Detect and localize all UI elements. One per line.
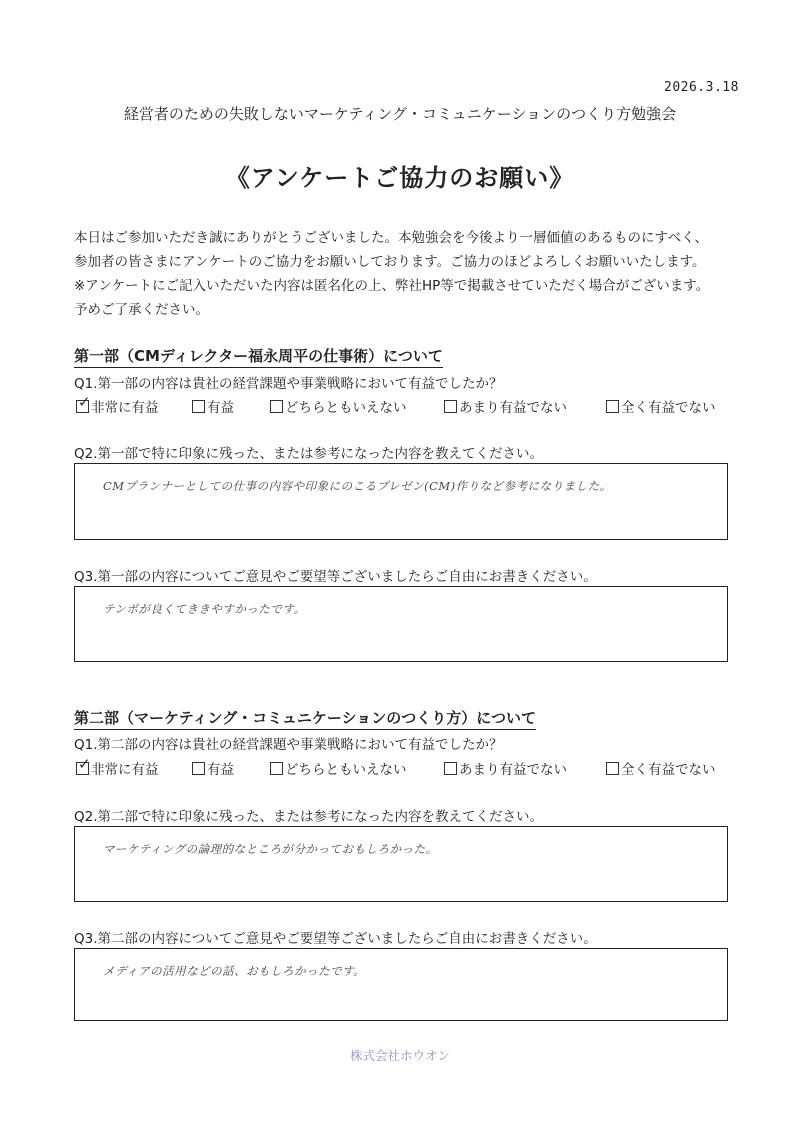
part1-heading: 第一部（CMディレクター福永周平の仕事術）について: [74, 345, 443, 368]
part2-q2-answer-box[interactable]: [74, 826, 728, 902]
option-not-useful[interactable]: 全く有益でない: [606, 758, 716, 778]
option-neutral[interactable]: どちらともいえない: [270, 758, 407, 778]
option-very-useful[interactable]: ✓非常に有益: [76, 758, 159, 778]
option-very-useful[interactable]: ✓非常に有益: [76, 396, 159, 416]
part2-q1: Q1.第二部の内容は貴社の経営課題や事業戦略において有益でしたか？: [74, 737, 503, 753]
part1-q2-answer-box[interactable]: [74, 463, 728, 540]
part1-q3-answer-box[interactable]: [74, 586, 728, 662]
option-not-very-useful[interactable]: あまり有益でない: [444, 396, 567, 416]
option-useful[interactable]: 有益: [192, 396, 234, 416]
handwritten-answer: テンポが良くてききやすかったです。: [103, 602, 306, 616]
option-useful[interactable]: 有益: [192, 758, 234, 778]
intro-line: 予めご了承ください。: [74, 302, 209, 318]
checkbox-icon[interactable]: [192, 400, 205, 413]
option-neutral[interactable]: どちらともいえない: [270, 396, 407, 416]
checkbox-icon[interactable]: [192, 762, 205, 775]
checkbox-icon[interactable]: [270, 762, 283, 775]
checked-checkbox-icon[interactable]: [76, 400, 89, 413]
event-title: 経営者のための失敗しないマーケティング・コミュニケーションのつくり方勉強会: [123, 105, 677, 123]
part2-heading: 第二部（マーケティング・コミュニケーションのつくり方）について: [74, 707, 536, 730]
part2-q3: Q3.第二部の内容についてご意見やご要望等ございましたらご自由にお書きください。: [74, 931, 597, 947]
option-not-useful[interactable]: 全く有益でない: [606, 396, 716, 416]
checkbox-icon[interactable]: [606, 400, 619, 413]
checkbox-icon[interactable]: [606, 762, 619, 775]
checkbox-icon[interactable]: [444, 400, 457, 413]
part1-q3: Q3.第一部の内容についてご意見やご要望等ございましたらご自由にお書きください。: [74, 569, 597, 585]
intro-line: 本日はご参加いただき誠にありがとうございました。本勉強会を今後より一層価値のあるものにすべく、: [74, 230, 708, 246]
part1-q1: Q1.第一部の内容は貴社の経営課題や事業戦略において有益でしたか？: [74, 376, 503, 392]
part2-q3-answer-box[interactable]: [74, 948, 728, 1021]
checkbox-icon[interactable]: [444, 762, 457, 775]
intro-line: 参加者の皆さまにアンケートのご協力をお願いしております。ご協力のほどよろしくお願いいたします。: [74, 254, 706, 270]
document-title: 《アンケートご協力のお願い》: [225, 164, 575, 192]
option-not-very-useful[interactable]: あまり有益でない: [444, 758, 567, 778]
company-name: 株式会社ホウオン: [349, 1048, 450, 1063]
survey-date: 2026.3.18: [664, 80, 739, 95]
part2-q2: Q2.第二部で特に印象に残った、または参考になった内容を教えてください。: [74, 809, 544, 825]
handwritten-answer: CMプランナーとしての仕事の内容や印象にのこるプレゼン(CM)作りなど参考になりました。: [103, 479, 612, 493]
intro-line: ※アンケートにご記入いただいた内容は匿名化の上、弊社HP等で掲載させていただく場合がございます。: [74, 278, 710, 294]
checkbox-icon[interactable]: [270, 400, 283, 413]
handwritten-answer: マーケティングの論理的なところが分かっておもしろかった。: [103, 842, 438, 856]
part1-q2: Q2.第一部で特に印象に残った、または参考になった内容を教えてください。: [74, 446, 544, 462]
checked-checkbox-icon[interactable]: [76, 762, 89, 775]
handwritten-answer: メディアの活用などの話、おもしろかったです。: [103, 964, 366, 978]
